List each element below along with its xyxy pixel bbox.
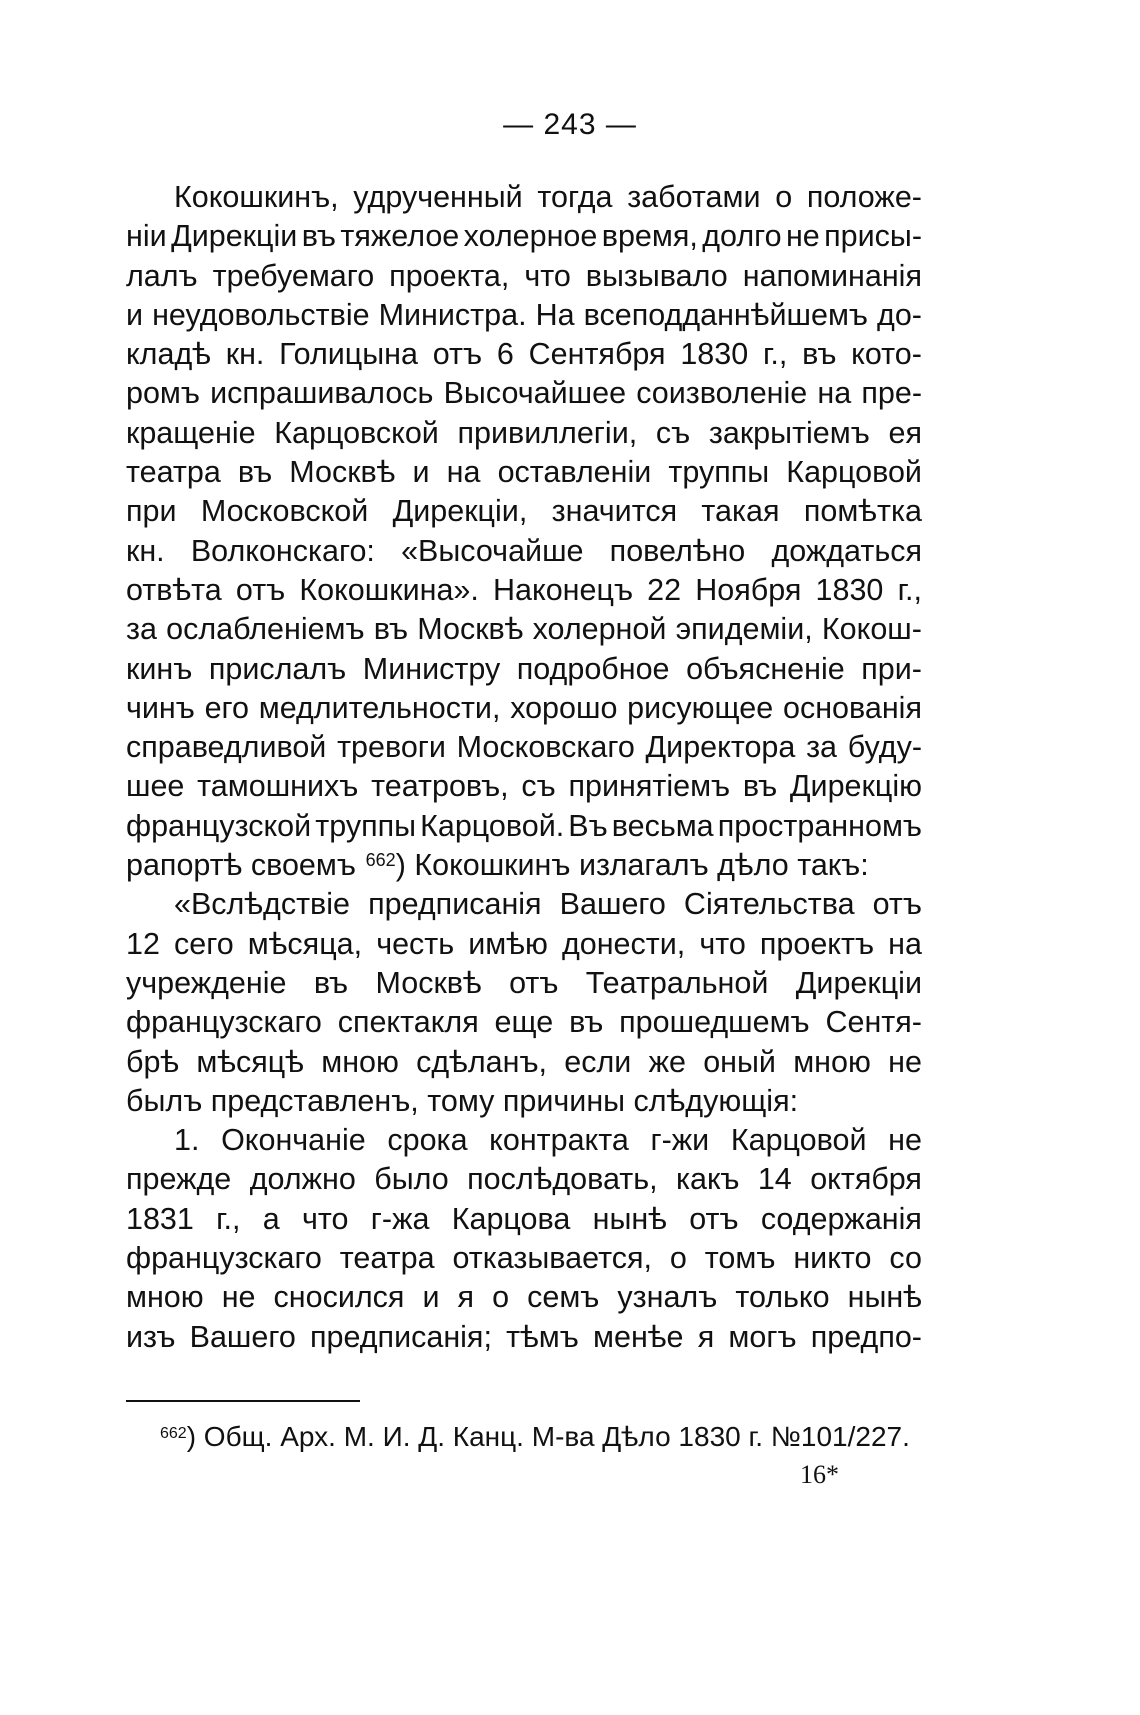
word: тяжелое	[340, 219, 460, 254]
word: Сіятельства	[683, 887, 855, 922]
word: чинъ	[126, 690, 195, 725]
word: не	[888, 1044, 922, 1079]
word: «Высочайше	[401, 533, 584, 568]
word: г.,	[897, 572, 922, 607]
word: предписанія	[368, 887, 542, 922]
word: ослабленіемъ	[166, 612, 365, 647]
word: Волконскаго:	[190, 533, 375, 568]
word: ея	[888, 415, 922, 450]
text-line	[126, 767, 922, 806]
footnote-marker: 662	[160, 1425, 187, 1442]
word: 6	[496, 337, 514, 372]
word: учрежденіе	[126, 965, 287, 1000]
word: присы-	[824, 219, 922, 254]
word: проектъ	[759, 926, 875, 961]
word: и	[422, 1280, 440, 1315]
word: Ноября	[695, 572, 802, 607]
word: время,	[601, 219, 698, 254]
word: какъ	[676, 1162, 740, 1197]
text-line	[126, 492, 922, 531]
text-line	[126, 335, 922, 374]
word: спектакля	[337, 1005, 479, 1040]
word: 1830	[680, 337, 749, 372]
word: никто	[793, 1241, 872, 1276]
word: пространномъ	[717, 808, 922, 843]
page-number: — 243 —	[503, 108, 637, 141]
text-line	[126, 217, 922, 256]
word: оставленіи	[497, 455, 652, 490]
text-line	[126, 807, 922, 846]
word: Москвѣ	[375, 965, 482, 1000]
word: неудовольствіе	[152, 297, 370, 332]
text-line	[126, 964, 922, 1003]
word: 22	[647, 572, 682, 607]
word: о	[775, 180, 793, 214]
word: Дирекцію	[789, 769, 922, 804]
text-segment	[366, 846, 869, 885]
word: ромъ	[126, 376, 200, 411]
word: что	[302, 1201, 349, 1236]
text-line	[126, 571, 922, 610]
word: Директора	[645, 730, 796, 765]
word: менѣе	[593, 1319, 684, 1354]
word: и	[126, 297, 144, 332]
word: всеподданнѣйшемъ	[583, 297, 868, 332]
word: что	[699, 926, 746, 961]
word: значится	[551, 494, 678, 529]
word: закрытіемъ	[708, 415, 870, 450]
word: испрашивалось	[210, 376, 434, 411]
word: томъ	[704, 1241, 776, 1276]
word: до-	[877, 297, 922, 332]
word: медлительности,	[258, 690, 501, 725]
word: прошедшемъ	[619, 1005, 810, 1040]
word: отъ	[432, 337, 483, 372]
word: а	[262, 1201, 280, 1236]
word: узналъ	[617, 1280, 718, 1315]
text-line	[126, 925, 922, 964]
word: Окончаніе	[221, 1123, 366, 1158]
word: такая	[701, 494, 780, 529]
word: кн.	[225, 337, 265, 372]
word: удрученный	[353, 180, 523, 214]
word: Министру	[362, 651, 501, 686]
text-line	[126, 1003, 922, 1042]
body-text	[126, 178, 922, 1357]
word: хорошо	[510, 690, 618, 725]
word: срока	[387, 1123, 468, 1158]
word: театра	[339, 1241, 435, 1276]
text-line	[126, 1239, 922, 1278]
text-line	[126, 728, 922, 767]
word: имѣю	[468, 926, 548, 961]
word: Сентября	[528, 337, 666, 372]
footnote-divider	[126, 1400, 360, 1402]
word: отъ	[235, 572, 286, 607]
word: тамошнихъ	[197, 769, 359, 804]
word: весьма	[611, 808, 714, 843]
word: кото-	[851, 337, 922, 372]
word: въ	[301, 219, 336, 254]
word: за	[126, 612, 157, 647]
word: нынѣ	[592, 1201, 667, 1236]
word: повелѣно	[609, 533, 746, 568]
text-line	[126, 885, 922, 924]
word: Вашего	[189, 1319, 296, 1354]
word: только	[735, 1280, 830, 1315]
text-line	[126, 1121, 922, 1160]
word: 12	[126, 926, 160, 961]
word: Наконецъ	[493, 572, 634, 607]
word: Московскаго	[456, 730, 635, 765]
word: было	[374, 1162, 449, 1197]
text-line	[126, 1160, 922, 1199]
word: рисующее	[627, 690, 774, 725]
text-line	[126, 178, 922, 217]
word: принятіемъ	[568, 769, 731, 804]
word: театра	[126, 455, 221, 490]
word: его	[204, 690, 249, 725]
word: Театральной	[585, 965, 769, 1000]
word: при	[126, 494, 177, 529]
word: въ	[313, 965, 349, 1000]
word: Карцовой	[786, 455, 922, 490]
word: Москвѣ	[289, 455, 396, 490]
word: въ	[237, 455, 273, 490]
text-line	[126, 846, 922, 885]
word: контракта	[489, 1123, 629, 1158]
word: кинъ	[126, 651, 193, 686]
word: Министра.	[378, 297, 527, 332]
word: заботами	[627, 180, 761, 214]
text-line	[126, 1082, 922, 1121]
word: предписанія;	[309, 1319, 492, 1354]
word: мною	[793, 1044, 871, 1079]
word: подробное	[516, 651, 670, 686]
word: Дирекціи,	[392, 494, 528, 529]
text-line	[126, 453, 922, 492]
word: же	[648, 1044, 686, 1079]
word: французскаго	[126, 1241, 322, 1276]
footnote	[160, 1418, 910, 1456]
word: объясненіе	[686, 651, 845, 686]
word: французской	[126, 808, 312, 843]
signature-mark: 16*	[800, 1460, 839, 1489]
word: если	[564, 1044, 632, 1079]
word: ніи	[126, 219, 167, 254]
word: буду-	[847, 730, 922, 765]
word: справедливой	[126, 730, 327, 765]
word: вызывало	[585, 258, 728, 293]
word: предпо-	[810, 1319, 922, 1354]
word: соизволеніе	[636, 376, 808, 411]
word: брѣ	[126, 1044, 180, 1079]
word: холерной	[532, 612, 667, 647]
word: за	[806, 730, 838, 765]
word: на	[888, 926, 922, 961]
word: при-	[861, 651, 922, 686]
text-line	[126, 1278, 922, 1317]
text-line	[126, 689, 922, 728]
word: со	[889, 1241, 922, 1276]
word: основанія	[782, 690, 922, 725]
word: труппы	[315, 808, 417, 843]
text-line	[126, 1318, 922, 1357]
footnote-reference: 662	[365, 850, 396, 871]
text-segment: ) Кокошкинъ излагалъ дѣло такъ:	[395, 848, 869, 883]
word: въ	[373, 612, 409, 647]
word: не	[888, 1123, 922, 1158]
word: я	[697, 1319, 715, 1354]
word: Высочайшее	[443, 376, 627, 411]
word: проекта,	[389, 258, 510, 293]
text-line	[126, 610, 922, 649]
word: Карцовской	[274, 415, 439, 450]
word: Москвѣ	[417, 612, 524, 647]
word: на	[817, 376, 852, 411]
footnote-text: ) Общ. Арх. М. И. Д. Канц. М-ва Дѣло 1830 г. №101/227.	[186, 1421, 910, 1452]
text-line	[126, 257, 922, 296]
word: на	[446, 455, 481, 490]
word: отъ	[509, 965, 559, 1000]
text-segment: рапортѣ своемъ	[126, 848, 356, 883]
word: г.,	[216, 1201, 241, 1236]
word: отъ	[872, 887, 922, 922]
word: Карцова	[451, 1201, 571, 1236]
word: «Вслѣдствіе	[174, 887, 351, 922]
word: французскаго	[126, 1005, 322, 1040]
word: прислалъ	[208, 651, 347, 686]
word: Сентя-	[825, 1005, 922, 1040]
text-line	[126, 532, 922, 571]
word: нынѣ	[847, 1280, 922, 1315]
word: требуемаго	[212, 258, 375, 293]
word: содержанія	[760, 1201, 922, 1236]
word: мѣсяцѣ	[196, 1044, 304, 1079]
word: напоминанія	[742, 258, 922, 293]
word: кн.	[126, 533, 165, 568]
word: тогда	[537, 180, 613, 214]
word: мѣсяца,	[247, 926, 363, 961]
word: помѣтка	[803, 494, 922, 529]
word: семъ	[527, 1280, 600, 1315]
word: Карцовой	[730, 1123, 867, 1158]
word: въ	[742, 769, 778, 804]
word: пре-	[861, 376, 922, 411]
word: театровъ,	[371, 769, 509, 804]
text-line	[126, 374, 922, 413]
word: положе-	[806, 180, 922, 214]
word: сдѣланъ,	[416, 1044, 548, 1079]
word: Въ	[568, 808, 608, 843]
word: оный	[703, 1044, 776, 1079]
word: Московской	[200, 494, 369, 529]
word: октября	[810, 1162, 922, 1197]
word: г-жа	[370, 1201, 430, 1236]
word: не	[785, 219, 820, 254]
word: отъ	[689, 1201, 739, 1236]
word: Кокошкинъ,	[174, 180, 339, 214]
word: г-жи	[650, 1123, 710, 1158]
word: Кокошкина».	[299, 572, 479, 607]
text-line	[126, 650, 922, 689]
word: Дирекціи	[795, 965, 922, 1000]
word: не	[221, 1280, 256, 1315]
word: 1830	[815, 572, 884, 607]
text-segment: былъ представленъ, тому причины слѣдующія:	[126, 1083, 799, 1118]
word: привиллегіи,	[457, 415, 638, 450]
word: мною	[321, 1044, 399, 1079]
word: прежде	[126, 1162, 232, 1197]
word: шее	[126, 769, 185, 804]
text-line	[126, 1043, 922, 1082]
word: донести,	[561, 926, 686, 961]
word: холерное	[463, 219, 598, 254]
word: о	[492, 1280, 510, 1315]
word: г.,	[762, 337, 788, 372]
word: еще	[494, 1005, 554, 1040]
word: о	[669, 1241, 687, 1276]
word: сносился	[273, 1280, 405, 1315]
word: изъ	[126, 1319, 176, 1354]
word: отказывается,	[452, 1241, 652, 1276]
word: и	[412, 455, 430, 490]
word: могъ	[728, 1319, 797, 1354]
word: въ	[569, 1005, 604, 1040]
word: мною	[126, 1280, 204, 1315]
word: въ	[802, 337, 837, 372]
word: Дирекціи	[171, 219, 298, 254]
word: Карцовой.	[420, 808, 565, 843]
word: тревоги	[337, 730, 446, 765]
word: съ	[655, 415, 691, 450]
word: кращеніе	[126, 415, 256, 450]
word: послѣдовать,	[467, 1162, 658, 1197]
word: 1.	[174, 1123, 200, 1158]
word: съ	[521, 769, 556, 804]
word: должно	[249, 1162, 356, 1197]
word: лалъ	[126, 258, 198, 293]
word: честь	[376, 926, 455, 961]
word: кладѣ	[126, 337, 211, 372]
word: 14	[757, 1162, 792, 1197]
word: труппы	[668, 455, 770, 490]
word: сего	[174, 926, 234, 961]
word: тѣмъ	[506, 1319, 579, 1354]
word: я	[457, 1280, 475, 1315]
word: долго	[702, 219, 782, 254]
word: дождаться	[771, 533, 922, 568]
word: что	[524, 258, 571, 293]
text-line	[126, 414, 922, 453]
word: Вашего	[559, 887, 666, 922]
word: 1831	[126, 1201, 194, 1236]
word: отвѣта	[126, 572, 222, 607]
text-line	[126, 296, 922, 335]
word: Голицына	[279, 337, 418, 372]
word: Кокош-	[821, 612, 922, 647]
word: эпидеміи,	[675, 612, 813, 647]
word: На	[535, 297, 575, 332]
text-line	[126, 1200, 922, 1239]
